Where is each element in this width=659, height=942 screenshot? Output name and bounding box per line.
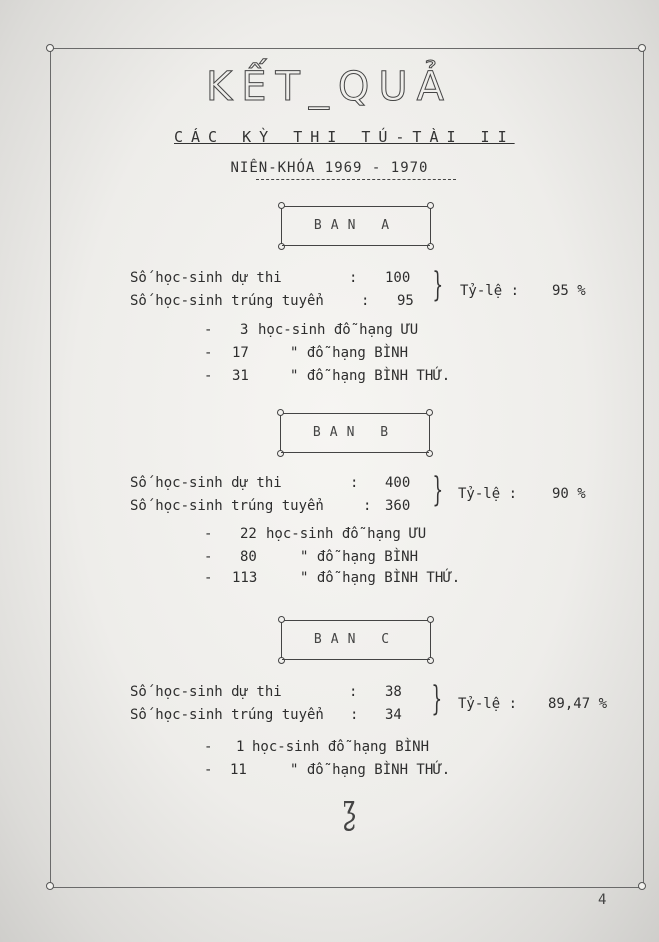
colon: : xyxy=(350,707,359,723)
detail-dash: - xyxy=(204,368,213,384)
detail-text: học-sinh đỗ hạng ƯU xyxy=(258,322,419,338)
passed-count: 360 xyxy=(385,498,411,514)
detail-count: 22 xyxy=(240,526,257,542)
box-corner-dot xyxy=(427,616,434,623)
box-corner-dot xyxy=(278,657,285,664)
detail-count: 17 xyxy=(232,345,249,361)
brace-icon: } xyxy=(431,679,443,719)
rate-label: Tỷ-lệ : xyxy=(460,283,520,299)
box-corner-dot xyxy=(427,243,434,250)
detail-count: 80 xyxy=(240,549,257,565)
candidates-label: Số học-sinh dự thi xyxy=(130,270,282,286)
detail-text: " đỗ hạng BÌNH THỨ. xyxy=(290,368,451,384)
detail-text: học-sinh đỗ hạng BÌNH xyxy=(252,739,430,755)
rate-value: 95 % xyxy=(552,283,586,299)
detail-dash: - xyxy=(204,322,213,338)
candidates-label: Số học-sinh dự thi xyxy=(130,475,282,491)
detail-dash: - xyxy=(204,526,213,542)
section-header-ban-a xyxy=(281,206,431,246)
detail-dash: - xyxy=(204,570,213,586)
section-title: BAN A xyxy=(313,218,399,233)
colon: : xyxy=(349,270,358,286)
box-corner-dot xyxy=(278,616,285,623)
detail-text: " đỗ hạng BÌNH THỨ. xyxy=(290,762,451,778)
passed-label: Số học-sinh trúng tuyển xyxy=(130,293,324,309)
box-corner-dot xyxy=(427,657,434,664)
year-underline xyxy=(256,179,456,180)
passed-count: 95 xyxy=(397,293,414,309)
candidates-count: 400 xyxy=(385,475,411,491)
detail-count: 31 xyxy=(232,368,249,384)
box-corner-dot xyxy=(277,450,284,457)
candidates-label: Số học-sinh dự thi xyxy=(130,684,282,700)
frame-corner-dot xyxy=(638,882,646,890)
brace-icon: } xyxy=(432,470,444,510)
detail-text: " đỗ hạng BÌNH xyxy=(290,345,409,361)
detail-count: 113 xyxy=(232,570,258,586)
section-header-ban-c xyxy=(281,620,431,660)
frame-corner-dot xyxy=(46,882,54,890)
detail-count: 11 xyxy=(230,762,247,778)
detail-count: 3 xyxy=(240,322,249,338)
page-title: KẾT_QUẢ xyxy=(205,64,454,110)
detail-count: 1 xyxy=(236,739,245,755)
detail-text: học-sinh đỗ hạng ƯU xyxy=(266,526,427,542)
passed-label: Số học-sinh trúng tuyển xyxy=(130,707,324,723)
detail-dash: - xyxy=(204,345,213,361)
rate-label: Tỷ-lệ : xyxy=(458,696,518,712)
detail-dash: - xyxy=(204,739,213,755)
section-title: BAN B xyxy=(312,425,398,440)
colon: : xyxy=(349,684,358,700)
box-corner-dot xyxy=(277,409,284,416)
detail-dash: - xyxy=(204,762,213,778)
page-subtitle: CÁC KỲ THI TÚ-TÀI II xyxy=(174,128,515,146)
detail-text: " đỗ hạng BÌNH THỨ. xyxy=(300,570,461,586)
end-ornament-icon: ƺ xyxy=(342,786,357,832)
box-corner-dot xyxy=(427,202,434,209)
passed-label: Số học-sinh trúng tuyển xyxy=(130,498,324,514)
detail-text: " đỗ hạng BÌNH xyxy=(300,549,419,565)
page-number: 4 xyxy=(598,892,607,908)
candidates-count: 100 xyxy=(385,270,411,286)
frame-corner-dot xyxy=(638,44,646,52)
brace-icon: } xyxy=(432,265,444,305)
rate-value: 89,47 % xyxy=(548,696,608,712)
box-corner-dot xyxy=(426,450,433,457)
section-title: BAN C xyxy=(313,632,399,647)
box-corner-dot xyxy=(278,202,285,209)
candidates-count: 38 xyxy=(385,684,402,700)
box-corner-dot xyxy=(426,409,433,416)
detail-dash: - xyxy=(204,549,213,565)
passed-count: 34 xyxy=(385,707,402,723)
frame-corner-dot xyxy=(46,44,54,52)
school-year: NIÊN-KHÓA 1969 - 1970 xyxy=(230,160,429,176)
rate-value: 90 % xyxy=(552,486,586,502)
section-header-ban-b xyxy=(280,413,430,453)
colon: : xyxy=(363,498,372,514)
box-corner-dot xyxy=(278,243,285,250)
colon: : xyxy=(350,475,359,491)
rate-label: Tỷ-lệ : xyxy=(458,486,518,502)
colon: : xyxy=(361,293,370,309)
